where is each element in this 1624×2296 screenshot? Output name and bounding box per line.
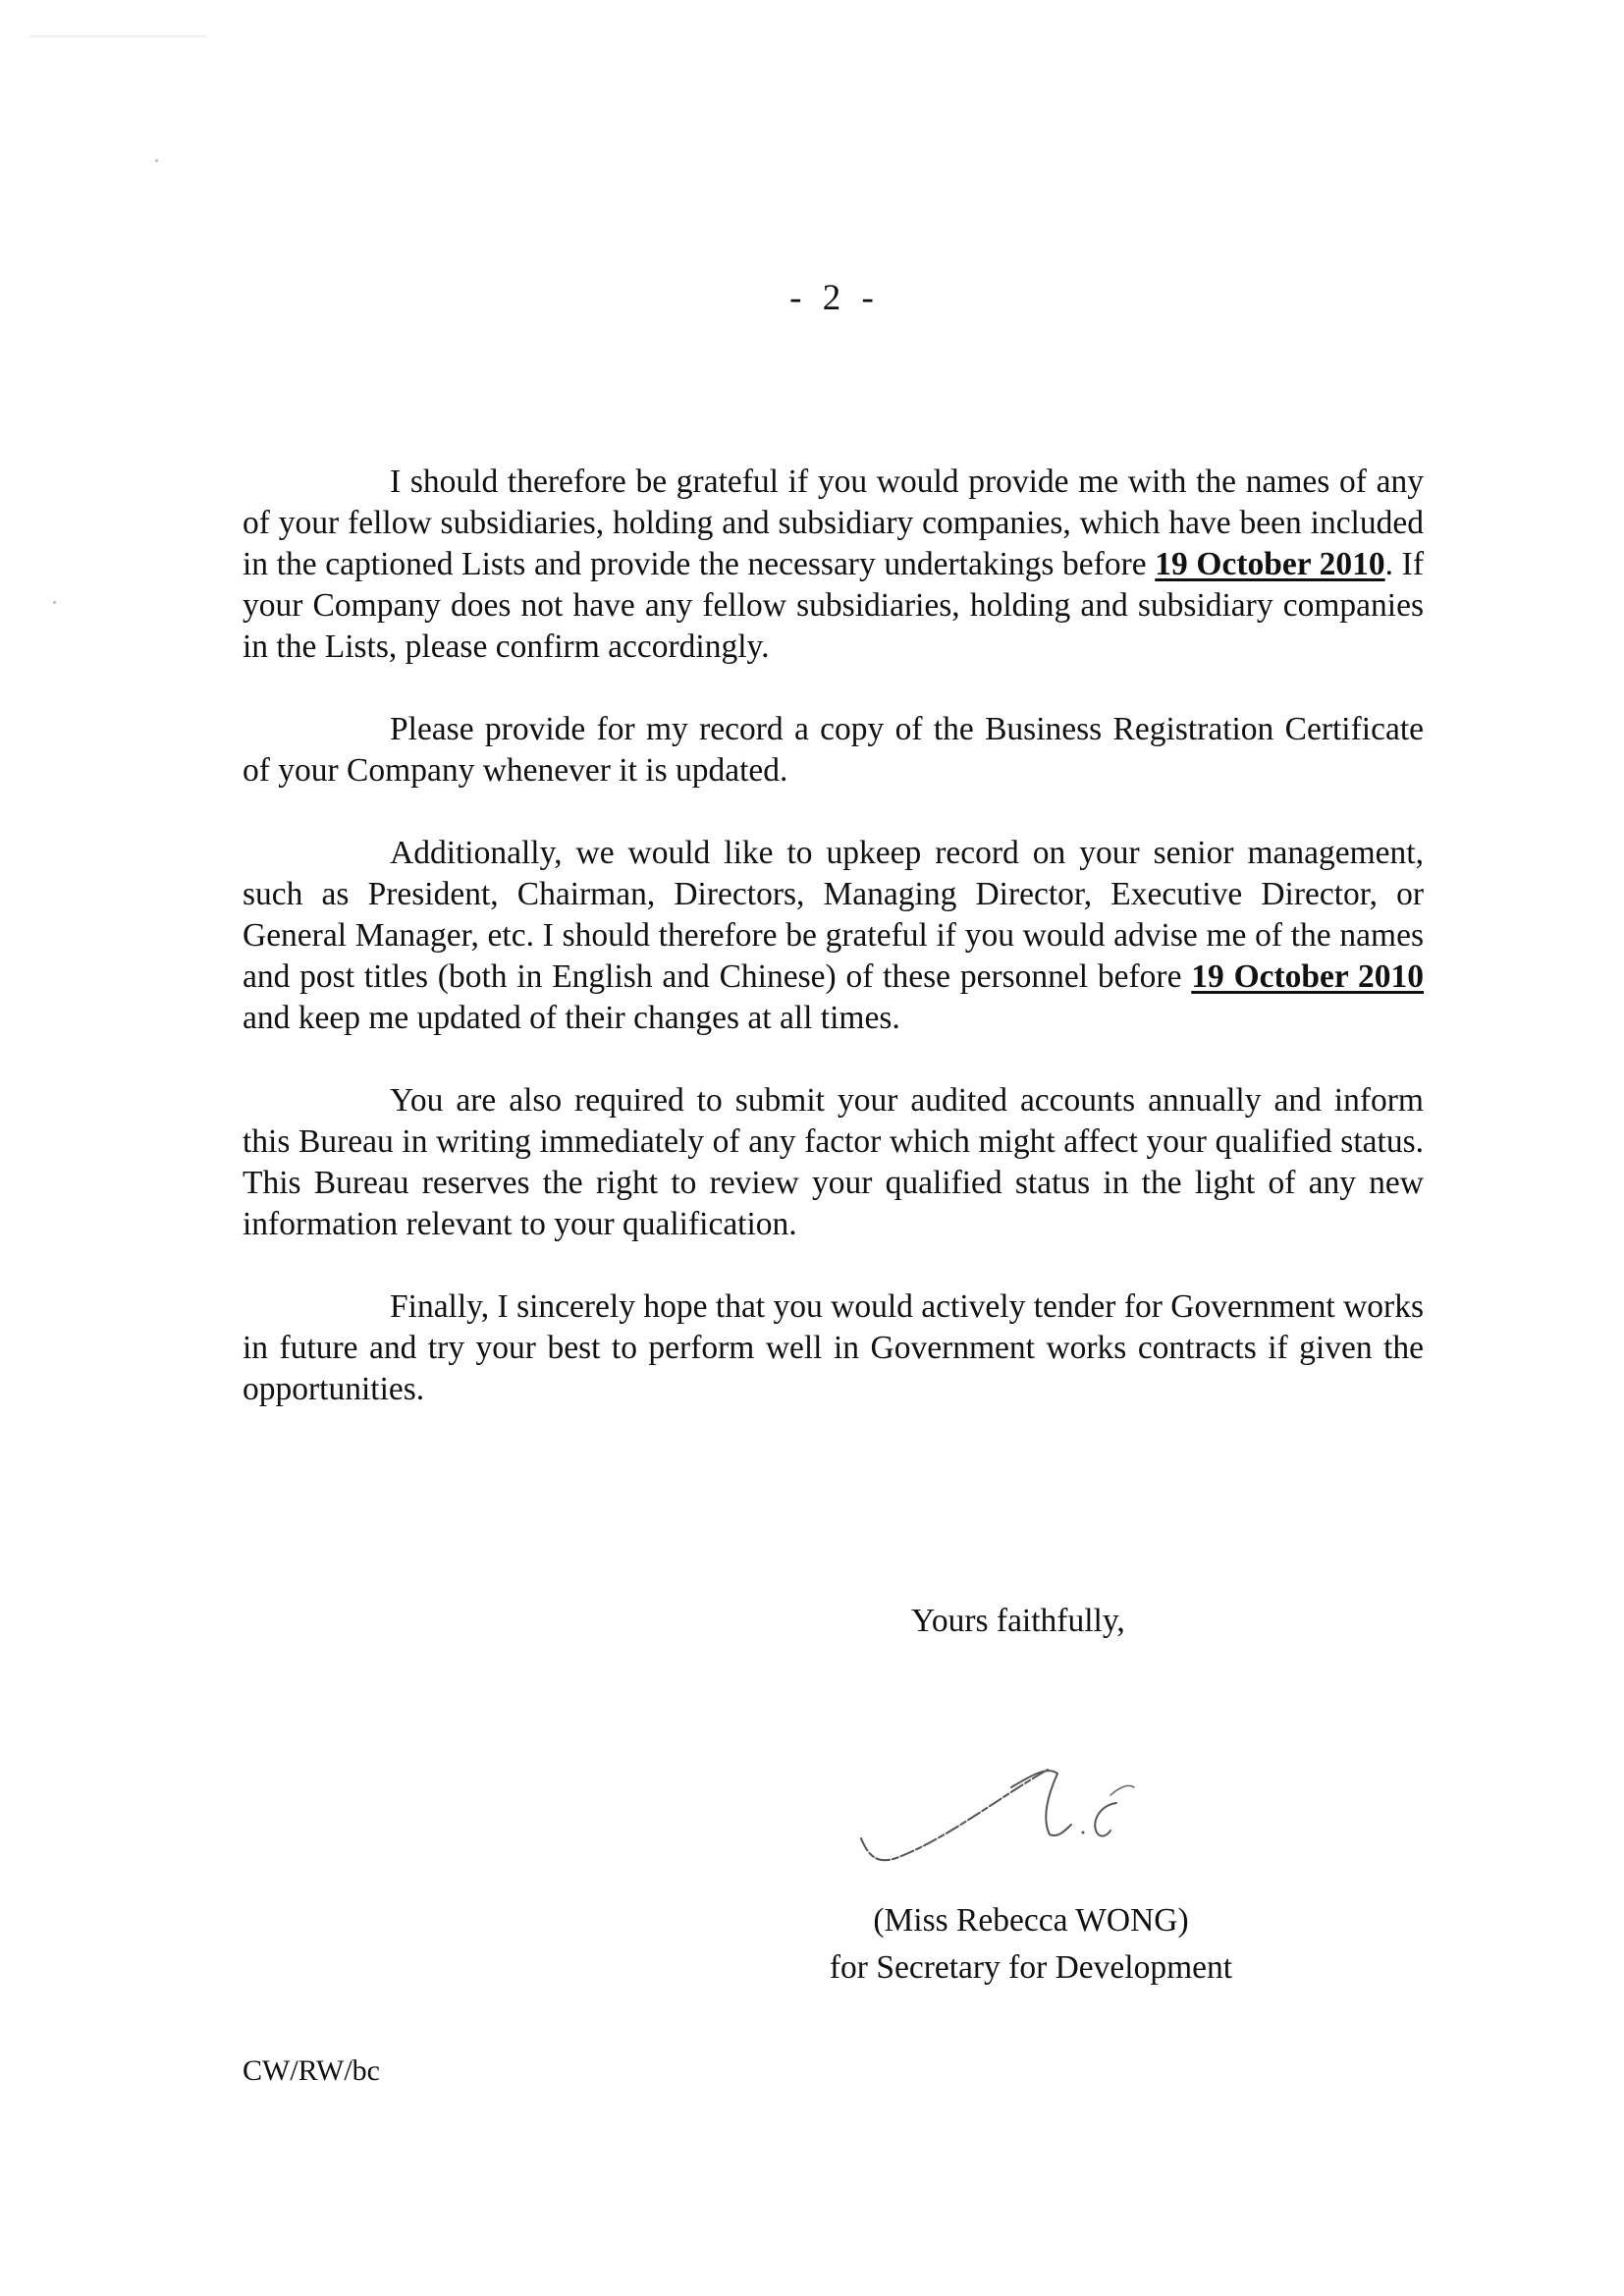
scan-artifact-dot bbox=[155, 159, 158, 162]
signature-block bbox=[815, 1897, 1247, 1992]
paragraph-registration-certificate: Please provide for my record a copy of the Business Registration Certificate of your Company whenever it is updated. bbox=[243, 711, 1424, 789]
scan-artifact-rule bbox=[29, 35, 206, 37]
reference-code: CW/RW/bc bbox=[243, 2054, 380, 2087]
letter-body bbox=[243, 462, 1424, 1451]
paragraph-text: I should therefore be grateful if you would provide me with the names of any of your fellow subsidiaries, holding and subsidiary companies, which have been included in the captioned Lists and provide the necessary undertakings before bbox=[243, 464, 1424, 582]
paragraph-text: . If your Company does not have any fellow subsidiaries, holding and subsidiary companies in the Lists, please confirm accordingly. bbox=[243, 546, 1424, 665]
paragraph-text: Additionally, we would like to upkeep record on your senior management, such as President, Chairman, Directors, Managing Director, Executive Director, or General Manager, etc. I should therefore be grateful if you would advise me of the names and post titles (both in English and Chinese) of these personnel before bbox=[243, 835, 1424, 995]
deadline-date: 19 October 2010 bbox=[1191, 958, 1424, 995]
signatory-title: for Secretary for Development bbox=[829, 1949, 1233, 1986]
handwritten-signature bbox=[839, 1748, 1154, 1876]
paragraph-text: and keep me updated of their changes at all times. bbox=[243, 1000, 900, 1036]
signatory-name: (Miss Rebecca WONG) bbox=[873, 1902, 1189, 1939]
paragraph-finally: Finally, I sincerely hope that you would actively tender for Government works in future and try your best to perform well in Government works contracts if given the opportunities. bbox=[243, 1288, 1424, 1407]
scan-artifact-dot bbox=[53, 601, 56, 604]
page-number: - 2 - bbox=[789, 278, 880, 318]
deadline-date: 19 October 2010 bbox=[1155, 546, 1385, 582]
closing-salutation: Yours faithfully, bbox=[911, 1603, 1125, 1639]
paragraph-names-request bbox=[243, 462, 1424, 668]
paragraph-senior-management bbox=[243, 833, 1424, 1039]
paragraph-audited-accounts: You are also required to submit your audited accounts annually and inform this Bureau in writing immediately of any factor which might affect your qualified status. This Bureau reserves the right to review your qualified status in the light of any new information relevant to your qualification. bbox=[243, 1082, 1424, 1242]
